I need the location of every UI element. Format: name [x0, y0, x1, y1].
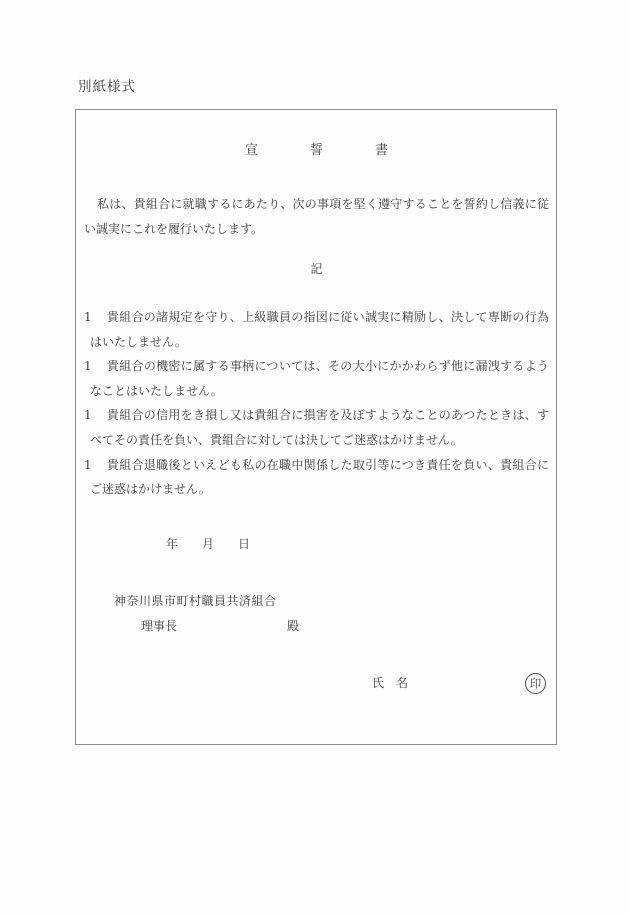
recipient-title: 理事長 — [141, 618, 178, 633]
oath-item — [84, 403, 549, 452]
oath-document-box — [75, 109, 557, 745]
item-text: 貴組合の信用をき損し又は貴組合に損害を及ぼすようなことのあつたときは、すべてその責任を負い、貴組合に対しては決してご迷惑はかけません。 — [90, 408, 549, 447]
organization-name: 神奈川県市町村職員共済組合 — [114, 593, 277, 608]
item-number: 1 — [84, 408, 92, 423]
oath-items-list — [84, 305, 549, 502]
recipient-honorific: 殿 — [287, 618, 300, 633]
date-line: 年 月 日 — [166, 536, 251, 551]
seal-stamp-icon — [525, 673, 546, 694]
item-number: 1 — [84, 359, 92, 374]
intro-paragraph: 私は、貴組合に就職するにあたり、次の事項を堅く遵守することを誓約し信義に従い誠実にこれを履行いたします。 — [84, 197, 549, 236]
item-text: 貴組合退職後といえども私の在職中関係した取引等につき責任を負い、貴組合にご迷惑はかけません。 — [90, 457, 549, 497]
record-marker: 記 — [310, 262, 323, 276]
item-number: 1 — [84, 457, 92, 472]
document-title: 宣 誓 書 — [244, 143, 388, 158]
item-text: 貴組合の諸規定を守り、上級職員の指図に従い誠実に精励し、決して専断の行為はいたしません。 — [90, 310, 549, 349]
oath-item — [84, 305, 549, 354]
item-number: 1 — [84, 310, 92, 324]
recipient-line — [141, 614, 549, 639]
oath-item — [84, 453, 549, 502]
form-label: 別紙様式 — [78, 79, 136, 95]
item-text: 貴組合の機密に属する事柄については、その大小にかかわらず他に漏洩するようなことはいたしません。 — [90, 359, 549, 398]
name-label: 氏 名 — [372, 675, 409, 690]
oath-item — [84, 354, 549, 403]
seal-character: 印 — [529, 676, 542, 690]
signature-line — [372, 671, 549, 696]
